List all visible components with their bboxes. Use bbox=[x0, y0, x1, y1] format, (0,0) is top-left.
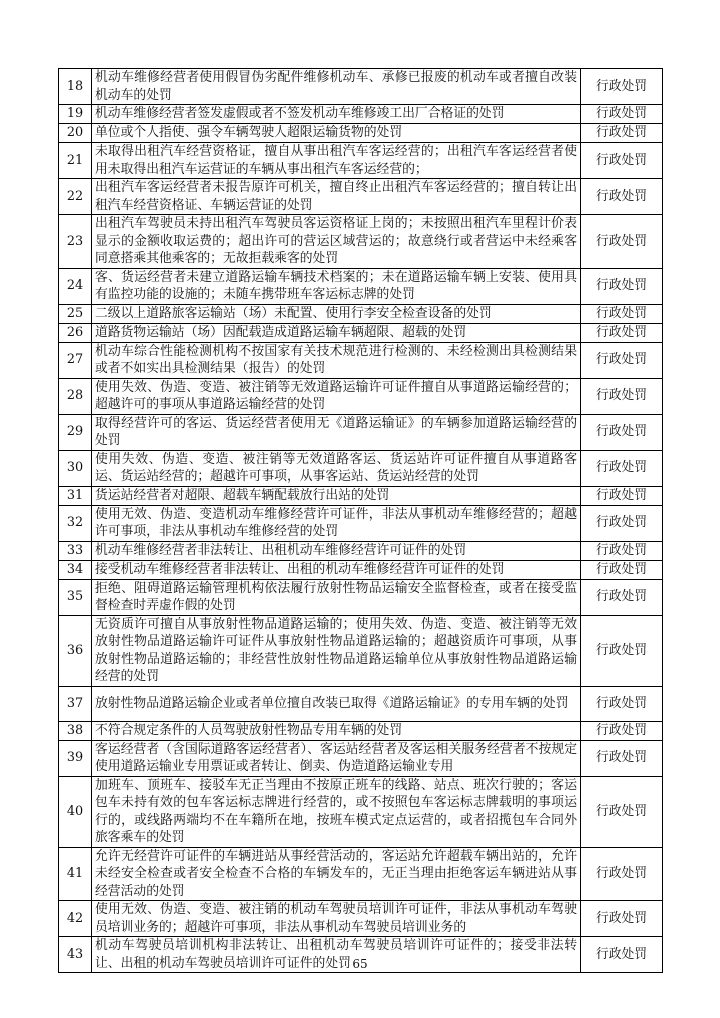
penalty-category: 行政处罚 bbox=[581, 378, 663, 414]
penalty-item: 加班车、顶班车、接驳车无正当理由不按原正班车的线路、站点、班次行驶的；客运包车未持有效的包车客运标志牌进行经营的，或不按照包车客运标志牌载明的事项运行的，或线路两端均不在车籍所在地，按班车模式定点运营的，或者招揽包车合同外旅客乘车的处罚 bbox=[92, 776, 581, 847]
penalty-item: 单位或个人指使、强令车辆驾驶人超限运输货物的处罚 bbox=[92, 124, 581, 143]
row-number: 24 bbox=[59, 268, 92, 304]
penalty-item: 无资质许可擅自从事放射性物品道路运输的；使用失效、伪造、变造、被注销等无效放射性物品道路运输许可证件从事放射性物品道路运输的；超越资质许可事项，从事放射性物品道路运输的；非经营性放射性物品道路运输单位从事放射性物品道路运输经营的处罚 bbox=[92, 615, 581, 686]
row-number: 20 bbox=[59, 124, 92, 143]
penalty-item: 货运站经营者对超限、超载车辆配载放行出站的处罚 bbox=[92, 486, 581, 505]
penalty-category: 行政处罚 bbox=[581, 560, 663, 579]
penalty-item: 允许无经营许可证件的车辆进站从事经营活动的，客运站允许超载车辆出站的，允许未经安全检查或者安全检查不合格的车辆发车的，无正当理由拒绝客运车辆进站从事经营活动的处罚 bbox=[92, 847, 581, 901]
penalty-category: 行政处罚 bbox=[581, 776, 663, 847]
table-row bbox=[59, 579, 663, 615]
table-row bbox=[59, 721, 663, 740]
row-number: 34 bbox=[59, 560, 92, 579]
row-number: 18 bbox=[59, 69, 92, 105]
table-row bbox=[59, 615, 663, 686]
penalty-item: 机动车维修经营者签发虚假或者不签发机动车维修竣工出厂合格证的处罚 bbox=[92, 105, 581, 124]
penalty-item: 出租汽车客运经营者未报告原许可机关，擅自终止出租汽车客运经营的；擅自转让出租汽车经营资格证、车辆运营证的处罚 bbox=[92, 179, 581, 215]
table-row bbox=[59, 541, 663, 560]
penalty-category: 行政处罚 bbox=[581, 268, 663, 304]
table-row bbox=[59, 105, 663, 124]
table-row bbox=[59, 901, 663, 937]
row-number: 41 bbox=[59, 847, 92, 901]
row-number: 26 bbox=[59, 323, 92, 342]
penalty-category: 行政处罚 bbox=[581, 105, 663, 124]
penalty-item: 取得经营许可的客运、货运经营者使用无《道路运输证》的车辆参加道路运输经营的处罚 bbox=[92, 414, 581, 450]
row-number: 33 bbox=[59, 541, 92, 560]
penalty-item: 使用无效、伪造、变造机动车维修经营许可证件，非法从事机动车维修经营的；超越许可事项，非法从事机动车维修经营的处罚 bbox=[92, 505, 581, 541]
row-number: 36 bbox=[59, 615, 92, 686]
table-row bbox=[59, 304, 663, 323]
penalty-category: 行政处罚 bbox=[581, 901, 663, 937]
penalty-item: 客、货运经营者未建立道路运输车辆技术档案的；未在道路运输车辆上安装、使用具有监控功能的设施的；未随车携带班车客运标志牌的处罚 bbox=[92, 268, 581, 304]
penalty-item: 二级以上道路旅客运输站（场）未配置、使用行李安全检查设备的处罚 bbox=[92, 304, 581, 323]
row-number: 27 bbox=[59, 342, 92, 378]
penalty-category: 行政处罚 bbox=[581, 414, 663, 450]
table-row bbox=[59, 69, 663, 105]
row-number: 21 bbox=[59, 143, 92, 179]
penalty-category: 行政处罚 bbox=[581, 505, 663, 541]
penalty-category: 行政处罚 bbox=[581, 304, 663, 323]
penalty-category: 行政处罚 bbox=[581, 215, 663, 269]
penalty-category: 行政处罚 bbox=[581, 342, 663, 378]
penalty-category: 行政处罚 bbox=[581, 686, 663, 721]
table-row bbox=[59, 486, 663, 505]
penalty-category: 行政处罚 bbox=[581, 124, 663, 143]
table-row bbox=[59, 143, 663, 179]
penalty-item: 使用失效、伪造、变造、被注销等无效道路运输许可证件擅自从事道路运输经营的；超越许可的事项从事道路运输经营的处罚 bbox=[92, 378, 581, 414]
penalty-item: 未取得出租汽车经营资格证，擅自从事出租汽车客运经营的；出租汽车客运经营者使用未取得出租汽车运营证的车辆从事出租汽车客运经营的； bbox=[92, 143, 581, 179]
penalty-item: 不符合规定条件的人员驾驶放射性物品专用车辆的处罚 bbox=[92, 721, 581, 740]
row-number: 22 bbox=[59, 179, 92, 215]
table-row bbox=[59, 323, 663, 342]
table-row bbox=[59, 215, 663, 269]
penalty-category: 行政处罚 bbox=[581, 450, 663, 486]
penalty-item: 机动车驾驶员培训机构非法转让、出租机动车驾驶员培训许可证件的；接受非法转让、出租的机动车驾驶员培训许可证件的处罚 bbox=[92, 937, 581, 973]
table-row bbox=[59, 776, 663, 847]
row-number: 25 bbox=[59, 304, 92, 323]
row-number: 40 bbox=[59, 776, 92, 847]
row-number: 28 bbox=[59, 378, 92, 414]
penalty-item: 机动车综合性能检测机构不按国家有关技术规范进行检测的、未经检测出具检测结果或者不如实出具检测结果（报告）的处罚 bbox=[92, 342, 581, 378]
row-number: 35 bbox=[59, 579, 92, 615]
penalty-category: 行政处罚 bbox=[581, 579, 663, 615]
penalty-item: 机动车维修经营者非法转让、出租机动车维修经营许可证件的处罚 bbox=[92, 541, 581, 560]
table-row bbox=[59, 450, 663, 486]
penalty-category: 行政处罚 bbox=[581, 179, 663, 215]
row-number: 30 bbox=[59, 450, 92, 486]
penalty-item: 放射性物品道路运输企业或者单位擅自改装已取得《道路运输证》的专用车辆的处罚 bbox=[92, 686, 581, 721]
table-row bbox=[59, 124, 663, 143]
row-number: 43 bbox=[59, 937, 92, 973]
row-number: 38 bbox=[59, 721, 92, 740]
table-row bbox=[59, 342, 663, 378]
row-number: 29 bbox=[59, 414, 92, 450]
penalty-item: 出租汽车驾驶员未持出租汽车驾驶员客运资格证上岗的；未按照出租汽车里程计价表显示的金额收取运费的；超出许可的营运区域营运的；故意绕行或者营运中未经乘客同意搭乘其他乘客的；无故拒载乘客的处罚 bbox=[92, 215, 581, 269]
penalty-table bbox=[58, 68, 663, 973]
penalty-category: 行政处罚 bbox=[581, 541, 663, 560]
penalty-item: 接受机动车维修经营者非法转让、出租的机动车维修经营许可证件的处罚 bbox=[92, 560, 581, 579]
penalty-category: 行政处罚 bbox=[581, 69, 663, 105]
penalty-category: 行政处罚 bbox=[581, 721, 663, 740]
row-number: 31 bbox=[59, 486, 92, 505]
table-row bbox=[59, 378, 663, 414]
table-row bbox=[59, 740, 663, 776]
penalty-item: 拒绝、阻碍道路运输管理机构依法履行放射性物品运输安全监督检查，或者在接受监督检查时弄虚作假的处罚 bbox=[92, 579, 581, 615]
table-row bbox=[59, 847, 663, 901]
row-number: 23 bbox=[59, 215, 92, 269]
row-number: 19 bbox=[59, 105, 92, 124]
penalty-category: 行政处罚 bbox=[581, 615, 663, 686]
penalty-table-body bbox=[59, 69, 663, 973]
row-number: 42 bbox=[59, 901, 92, 937]
penalty-category: 行政处罚 bbox=[581, 143, 663, 179]
penalty-item: 使用无效、伪造、变造、被注销的机动车驾驶员培训许可证件，非法从事机动车驾驶员培训业务的；超越许可事项，非法从事机动车驾驶员培训业务的 bbox=[92, 901, 581, 937]
penalty-item: 使用失效、伪造、变造、被注销等无效道路客运、货运站许可证件擅自从事道路客运、货运站经营的；超越许可事项，从事客运站、货运站经营的处罚 bbox=[92, 450, 581, 486]
table-row bbox=[59, 505, 663, 541]
penalty-category: 行政处罚 bbox=[581, 847, 663, 901]
penalty-item: 机动车维修经营者使用假冒伪劣配件维修机动车、承修已报废的机动车或者擅自改装机动车的处罚 bbox=[92, 69, 581, 105]
penalty-category: 行政处罚 bbox=[581, 323, 663, 342]
penalty-category: 行政处罚 bbox=[581, 486, 663, 505]
row-number: 37 bbox=[59, 686, 92, 721]
penalty-category: 行政处罚 bbox=[581, 937, 663, 973]
page-number: 65 bbox=[352, 957, 368, 971]
penalty-item: 道路货物运输站（场）因配载造成道路运输车辆超限、超载的处罚 bbox=[92, 323, 581, 342]
table-row bbox=[59, 560, 663, 579]
table-row bbox=[59, 268, 663, 304]
table-row bbox=[59, 414, 663, 450]
penalty-category: 行政处罚 bbox=[581, 740, 663, 776]
row-number: 39 bbox=[59, 740, 92, 776]
table-row bbox=[59, 686, 663, 721]
row-number: 32 bbox=[59, 505, 92, 541]
table-row bbox=[59, 179, 663, 215]
penalty-item: 客运经营者（含国际道路客运经营者）、客运站经营者及客运相关服务经营者不按规定使用道路运输业专用票证或者转让、倒卖、伪造道路运输业专用 bbox=[92, 740, 581, 776]
